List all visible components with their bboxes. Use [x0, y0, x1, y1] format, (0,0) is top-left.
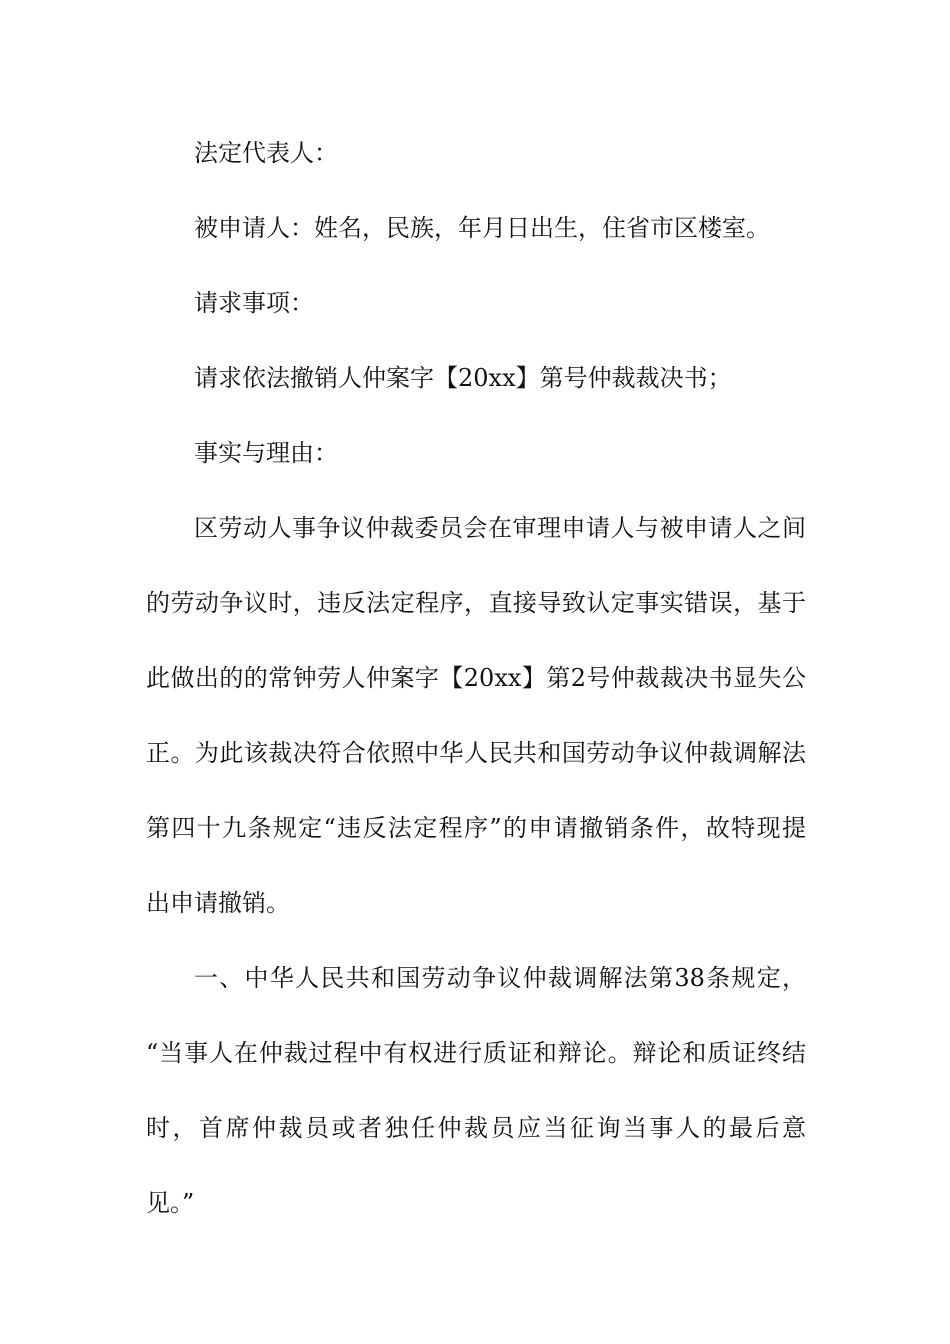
point-one-line-4: 见。” — [146, 1189, 195, 1217]
text-line-request-content: 请求依法撤销人仲案字【20xx】第号仲裁裁决书； — [194, 364, 732, 392]
paragraph-line-1: 区劳动人事争议仲裁委员会在审理申请人与被申请人之间 — [194, 514, 806, 542]
text-line-facts-heading: 事实与理由： — [194, 439, 338, 467]
point-one-line-3: 时，首席仲裁员或者独任仲裁员应当征询当事人的最后意 — [146, 1114, 806, 1142]
point-one-line-2: “当事人在仲裁过程中有权进行质证和辩论。辩论和质证终结 — [146, 1039, 806, 1067]
point-one-line-1: 一、中华人民共和国劳动争议仲裁调解法第38条规定， — [194, 964, 806, 992]
paragraph-line-6: 出申请撤销。 — [146, 889, 290, 917]
paragraph-line-2: 的劳动争议时，违反法定程序，直接导致认定事实错误，基于 — [146, 589, 806, 617]
paragraph-line-3: 此做出的的常钟劳人仲案字【20xx】第2号仲裁裁决书显失公 — [146, 664, 806, 692]
text-line-request-heading: 请求事项： — [194, 289, 314, 317]
paragraph-line-5: 第四十九条规定“违反法定程序”的申请撤销条件，故特现提 — [146, 814, 806, 842]
text-line-respondent: 被申请人：姓名，民族，年月日出生，住省市区楼室。 — [194, 214, 770, 242]
text-line-legal-representative: 法定代表人： — [194, 139, 338, 167]
paragraph-line-4: 正。为此该裁决符合依照中华人民共和国劳动争议仲裁调解法 — [146, 739, 806, 767]
